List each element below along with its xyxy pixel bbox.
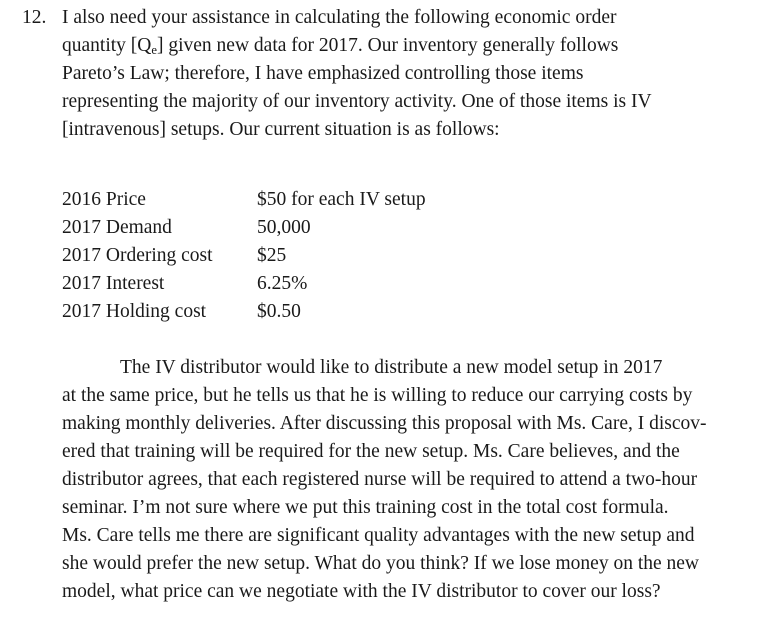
eoq-suffix: ] bbox=[156, 35, 164, 56]
body-line: distributor agrees, that each registered nurse will be required to attend a two-hour bbox=[62, 469, 698, 490]
eoq-prefix: quantity [Q bbox=[62, 35, 152, 56]
row-label: 2016 Price bbox=[62, 189, 146, 210]
intro-line: I also need your assistance in calculating the following economic order bbox=[62, 7, 617, 28]
question-number: 12. bbox=[22, 7, 47, 28]
body-line: ered that training will be required for the new setup. Ms. Care believes, and the bbox=[62, 441, 680, 462]
body-line: making monthly deliveries. After discussing this proposal with Ms. Care, I discov- bbox=[62, 413, 707, 434]
intro-line-eoq bbox=[62, 32, 762, 60]
table-row bbox=[62, 214, 426, 242]
row-label: 2017 Holding cost bbox=[62, 301, 207, 322]
table-row bbox=[62, 242, 426, 270]
row-value: 6.25% bbox=[257, 273, 308, 294]
body-line: Ms. Care tells me there are significant quality advantages with the new setup and bbox=[62, 525, 695, 546]
row-value: 50,000 bbox=[257, 217, 311, 238]
table-row bbox=[62, 186, 426, 214]
intro-paragraph bbox=[62, 4, 762, 144]
intro-line: Pareto’s Law; therefore, I have emphasized controlling those items bbox=[62, 63, 584, 84]
table-row bbox=[62, 298, 426, 326]
body-line: model, what price can we negotiate with the IV distributor to cover our loss? bbox=[62, 581, 661, 602]
row-value: $25 bbox=[257, 245, 287, 266]
eoq-subscript: e bbox=[151, 43, 157, 58]
row-value: $0.50 bbox=[257, 301, 301, 322]
row-value: $50 for each IV setup bbox=[257, 189, 426, 210]
body-line: at the same price, but he tells us that he is willing to reduce our carrying costs by bbox=[62, 385, 693, 406]
intro-line: representing the majority of our inventory activity. One of those items is IV bbox=[62, 91, 652, 112]
row-label: 2017 Ordering cost bbox=[62, 245, 213, 266]
table-row bbox=[62, 270, 426, 298]
row-label: 2017 Interest bbox=[62, 273, 165, 294]
body-line: seminar. I’m not sure where we put this training cost in the total cost formula. bbox=[62, 497, 669, 518]
row-label: 2017 Demand bbox=[62, 217, 172, 238]
intro-line: [intravenous] setups. Our current situation is as follows: bbox=[62, 119, 500, 140]
intro-line-rest: given new data for 2017. Our inventory generally follows bbox=[168, 35, 619, 56]
body-paragraph bbox=[62, 354, 762, 606]
body-line: The IV distributor would like to distribute a new model setup in 2017 bbox=[120, 357, 663, 378]
inventory-data-table bbox=[62, 186, 426, 326]
body-line: she would prefer the new setup. What do you think? If we lose money on the new bbox=[62, 553, 700, 574]
